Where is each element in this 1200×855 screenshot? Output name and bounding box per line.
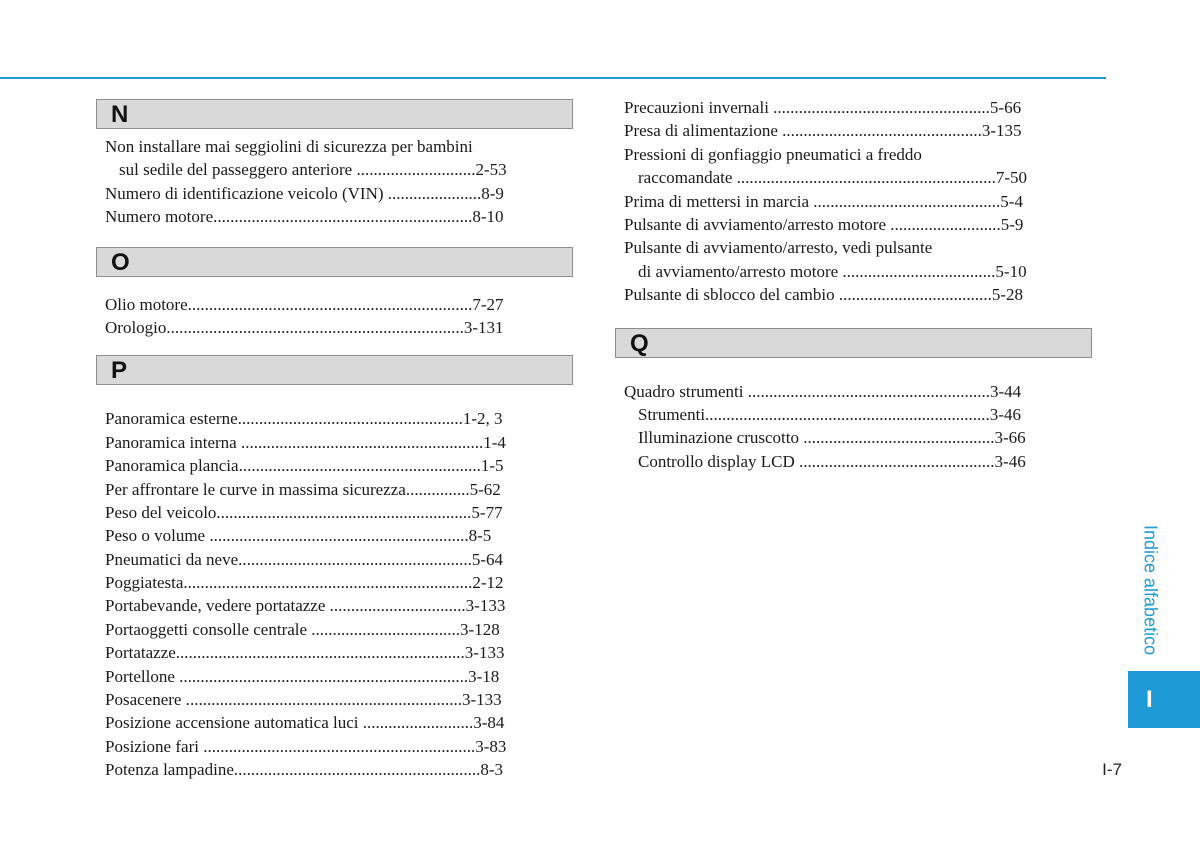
page-number: I-7 (1102, 760, 1122, 779)
index-entry: Poggiatesta....................................................................2-12 (105, 573, 504, 593)
index-entry: sul sedile del passeggero anteriore ............................2-53 (119, 160, 507, 180)
section-header-o: O (96, 247, 573, 277)
section-header-q: Q (615, 328, 1092, 358)
index-entry: Presa di alimentazione ...............................................3-135 (624, 121, 1022, 141)
index-entry: Peso o volume .............................................................8-5 (105, 526, 492, 546)
index-entry: Strumenti...................................................................3-46 (638, 404, 1021, 424)
index-entry: Portaoggetti consolle centrale ...................................3-128 (105, 619, 500, 639)
index-entry: Olio motore...................................................................7-27 (105, 294, 504, 314)
index-entry: Posacenere .................................................................3-133 (105, 690, 502, 710)
index-entry: Panoramica interna .........................................................1-4 (105, 432, 506, 452)
index-entry: Orologio......................................................................3-131 (105, 317, 504, 337)
index-entry: Panoramica esterne.....................................................1-2, 3 (105, 409, 503, 429)
index-entry: Numero di identificazione veicolo (VIN) ......................8-9 (105, 183, 504, 203)
index-entry: raccomandate .............................................................7-50 (638, 168, 1028, 188)
chapter-tab: I (1128, 671, 1200, 728)
section-p-continued-entries (615, 96, 1092, 307)
top-rule (0, 77, 1106, 79)
index-entry: Pulsante di avviamento/arresto motore ..........................5-9 (624, 214, 1024, 234)
index-entry: Panoramica plancia.........................................................1-5 (105, 456, 504, 476)
index-entry: Per affrontare le curve in massima sicurezza...............5-62 (105, 479, 501, 499)
index-entry: Portellone ....................................................................3-18 (105, 666, 500, 686)
index-entry: di avviamento/arresto motore ....................................5-10 (638, 261, 1027, 281)
index-entry: Portabevande, vedere portatazze ................................3-133 (105, 596, 506, 616)
index-entry: Pulsante di sblocco del cambio ....................................5-28 (624, 285, 1023, 305)
index-entry: Precauzioni invernali ...................................................5-66 (624, 98, 1022, 117)
section-n-entries (96, 135, 573, 229)
index-entry: Potenza lampadine..........................................................8-3 (105, 760, 504, 780)
index-entry: Posizione fari ................................................................3-83 (105, 736, 507, 756)
index-entry: Pneumatici da neve.......................................................5-64 (105, 549, 504, 569)
section-header-n: N (96, 99, 573, 129)
section-p-entries (96, 407, 573, 781)
chapter-title: Indice alfabetico (1140, 524, 1161, 656)
section-q-entries (615, 380, 1092, 474)
index-entry: Pulsante di avviamento/arresto, vedi pulsante (624, 238, 933, 258)
index-entry: Posizione accensione automatica luci ..........................3-84 (105, 713, 505, 733)
index-entry: Portatazze....................................................................3-133 (105, 643, 505, 663)
right-column (615, 99, 1092, 473)
section-header-p: P (96, 355, 573, 385)
index-entry: Prima di mettersi in marcia ............................................5-4 (624, 191, 1023, 211)
index-entry: Peso del veicolo............................................................5-77 (105, 502, 503, 522)
section-o-entries (96, 293, 573, 340)
index-entry: Non installare mai seggiolini di sicurezza per bambini (105, 137, 473, 156)
index-entry: Numero motore.............................................................8-10 (105, 207, 504, 227)
index-entry: Pressioni di gonfiaggio pneumatici a freddo (624, 144, 922, 164)
chapter-side-label (1128, 510, 1172, 670)
index-entry: Controllo display LCD ..............................................3-46 (638, 451, 1026, 471)
index-entry: Quadro strumenti .........................................................3-44 (624, 381, 1022, 401)
index-entry: Illuminazione cruscotto .............................................3-66 (638, 428, 1026, 448)
left-column (96, 99, 573, 782)
